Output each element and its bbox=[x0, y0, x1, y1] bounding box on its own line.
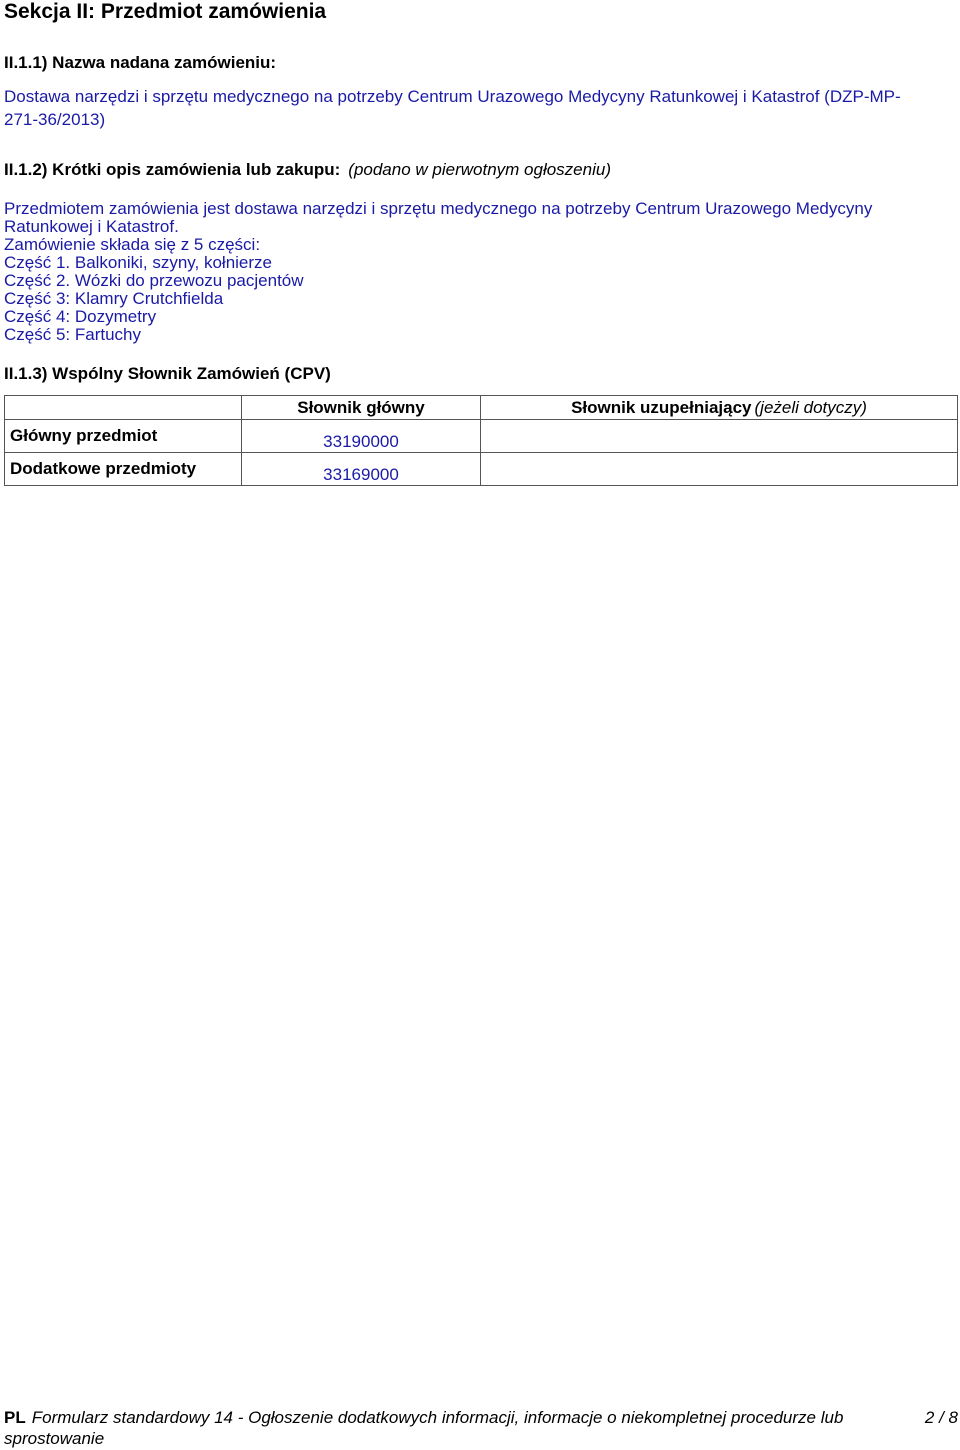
table-row bbox=[5, 453, 958, 486]
field-label-short-description bbox=[4, 160, 611, 180]
section-title: Sekcja II: Przedmiot zamówienia bbox=[4, 0, 327, 23]
description-line: Część 2. Wózki do przewozu pacjentów bbox=[4, 271, 304, 290]
field-label-contract-name: II.1.1) Nazwa nadana zamówieniu: bbox=[4, 53, 277, 72]
cpv-table-header bbox=[5, 396, 958, 420]
cpv-header-main: Słownik główny bbox=[242, 396, 481, 420]
short-description-note: (podano w pierwotnym ogłoszeniu) bbox=[348, 160, 611, 179]
footer-form-name: Formularz standardowy 14 - Ogłoszenie dodatkowych informacji, informacje o niekompletnej procedurze lub sprostowanie bbox=[4, 1408, 844, 1448]
cpv-table bbox=[4, 395, 958, 486]
description-line: Część 3: Klamry Crutchfielda bbox=[4, 289, 224, 308]
footer-page-number: 2 / 8 bbox=[924, 1408, 958, 1427]
field-label-cpv: II.1.3) Wspólny Słownik Zamówień (CPV) bbox=[4, 364, 331, 383]
cpv-header-supp bbox=[481, 396, 958, 420]
footer-language: PL bbox=[4, 1408, 26, 1427]
short-description-label-text: II.1.2) Krótki opis zamówienia lub zakupu: bbox=[4, 160, 341, 179]
cpv-header-supp-note: (jeżeli dotyczy) bbox=[754, 397, 867, 417]
cpv-row-main-code: 33190000 bbox=[242, 420, 481, 453]
cpv-header-supp-text: Słownik uzupełniający bbox=[571, 397, 752, 417]
cpv-row-main-code: 33169000 bbox=[242, 453, 481, 486]
description-line: Część 1. Balkoniki, szyny, kołnierze bbox=[4, 253, 273, 272]
contract-name-value: Dostawa narzędzi i sprzętu medycznego na potrzeby Centrum Urazowego Medycyny Ratunkowej i Katastrof (DZP-MP-271-36/2013) bbox=[4, 87, 901, 129]
description-line: Zamówienie składa się z 5 części: bbox=[4, 235, 261, 254]
table-row bbox=[5, 420, 958, 453]
footer-form-text bbox=[4, 1407, 874, 1449]
description-line: Część 4: Dozymetry bbox=[4, 307, 157, 326]
cpv-row-label: Dodatkowe przedmioty bbox=[5, 453, 242, 486]
cpv-row-supp-code bbox=[481, 453, 958, 486]
cpv-row-label: Główny przedmiot bbox=[5, 420, 242, 453]
description-line: Część 5: Fartuchy bbox=[4, 325, 141, 344]
cpv-header-empty bbox=[5, 396, 242, 420]
short-description-text bbox=[4, 200, 944, 344]
page-footer bbox=[4, 1407, 958, 1449]
description-line: Przedmiotem zamówienia jest dostawa narzędzi i sprzętu medycznego na potrzeby Centrum Urazowego Medycyny Ratunkowej i Katastrof. bbox=[4, 199, 873, 236]
cpv-row-supp-code bbox=[481, 420, 958, 453]
